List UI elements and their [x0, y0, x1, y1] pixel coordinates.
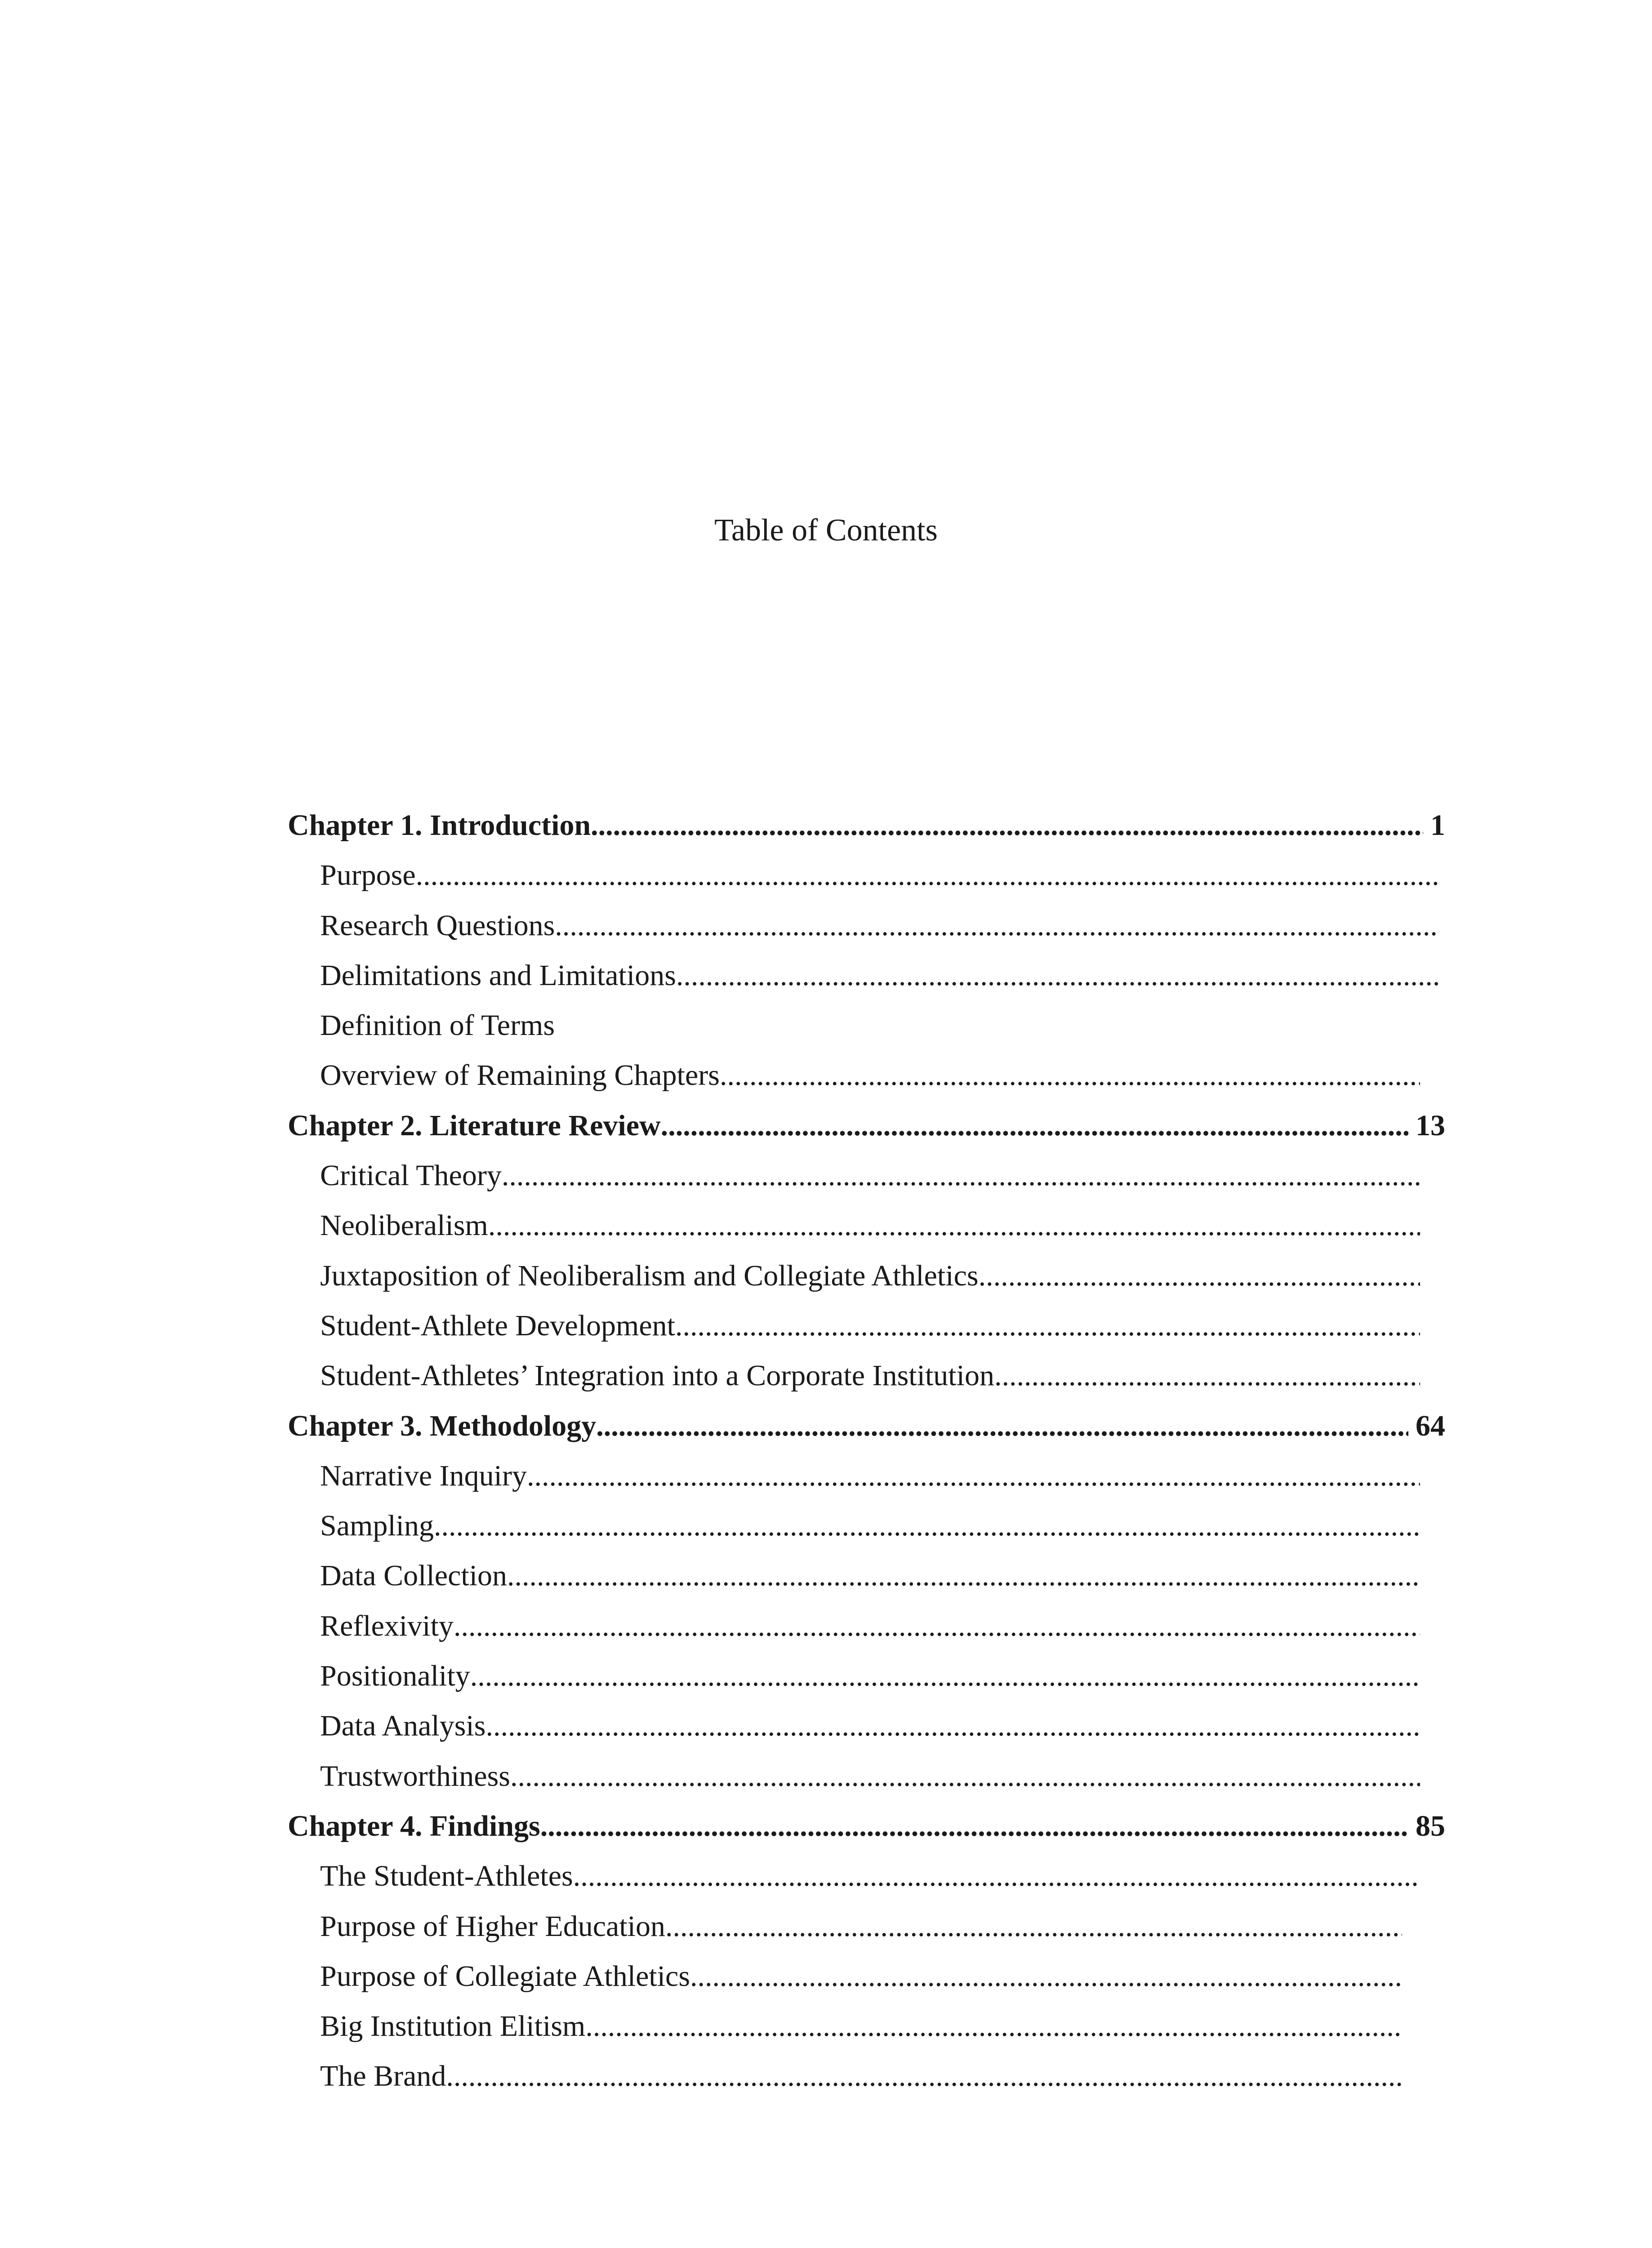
- toc-section-sampling[interactable]: [288, 1501, 1445, 1551]
- toc-entry-label: Critical Theory: [320, 1159, 502, 1192]
- toc-dot-leader: [470, 1651, 1420, 1701]
- toc-section-trustworthiness[interactable]: [288, 1751, 1445, 1801]
- toc-dot-leader: [979, 1251, 1420, 1301]
- toc-section-data-analysis[interactable]: [288, 1701, 1445, 1751]
- toc-dot-leader: [446, 2051, 1402, 2101]
- toc-entry-label: The Brand: [320, 2060, 446, 2093]
- toc-dot-leader: [596, 1401, 1408, 1451]
- toc-entry-page: 64: [1416, 1409, 1445, 1442]
- toc-dot-leader: [454, 1601, 1420, 1651]
- toc-entry-label: Purpose of Higher Education: [320, 1909, 665, 1943]
- toc-section-big-institution-elitism[interactable]: [288, 2001, 1445, 2051]
- toc-section-integration[interactable]: [288, 1351, 1445, 1401]
- toc-entry-label: Positionality: [320, 1659, 470, 1693]
- toc-section-research-questions[interactable]: [288, 901, 1445, 950]
- toc-section-purpose-higher-education[interactable]: [288, 1901, 1445, 1951]
- toc-section-definition-of-terms[interactable]: [288, 1000, 1445, 1050]
- toc-dot-leader: [720, 1050, 1420, 1100]
- toc-entry-label: Narrative Inquiry: [320, 1459, 527, 1492]
- toc-section-reflexivity[interactable]: [288, 1601, 1445, 1651]
- page-title: Table of Contents: [714, 513, 938, 548]
- toc-section-positionality[interactable]: [288, 1651, 1445, 1701]
- toc-entry-label: Data Analysis: [320, 1709, 486, 1743]
- toc-entry-label: Chapter 4. Findings: [288, 1809, 540, 1842]
- toc-section-juxtaposition[interactable]: [288, 1251, 1445, 1301]
- toc-chapter-4[interactable]: [288, 1801, 1445, 1851]
- toc-dot-leader: [502, 1151, 1420, 1200]
- toc-entry-label: Big Institution Elitism: [320, 2010, 586, 2043]
- toc-entry-label: Reflexivity: [320, 1609, 454, 1642]
- toc-entry-label: Purpose of Collegiate Athletics: [320, 1959, 690, 1993]
- toc-chapter-3[interactable]: [288, 1401, 1445, 1451]
- toc-section-delimitations[interactable]: [288, 950, 1445, 1000]
- toc-entry-label: Chapter 3. Methodology: [288, 1409, 597, 1442]
- toc-section-purpose-collegiate-athletics[interactable]: [288, 1951, 1445, 2001]
- toc-entry-page: 85: [1416, 1809, 1445, 1842]
- toc-dot-leader: [661, 1101, 1408, 1151]
- toc-dot-leader: [994, 1351, 1420, 1401]
- toc-entry-page: 13: [1416, 1109, 1445, 1142]
- toc-entry-label: Student-Athlete Development: [320, 1309, 675, 1342]
- toc-section-neoliberalism[interactable]: [288, 1200, 1445, 1250]
- toc-dot-leader: [591, 800, 1423, 850]
- toc-dot-leader: [510, 1751, 1420, 1801]
- toc-section-narrative-inquiry[interactable]: [288, 1451, 1445, 1501]
- toc-entry-label: The Student-Athletes: [320, 1860, 573, 1893]
- toc-entry-label: Neoliberalism: [320, 1209, 488, 1242]
- toc-dot-leader: [527, 1451, 1420, 1501]
- toc-dot-leader: [555, 901, 1438, 950]
- table-of-contents: [288, 800, 1445, 2101]
- toc-chapter-2[interactable]: [288, 1101, 1445, 1151]
- toc-dot-leader: [540, 1801, 1408, 1851]
- toc-entry-label: Chapter 1. Introduction: [288, 809, 591, 842]
- toc-entry-label: Trustworthiness: [320, 1759, 510, 1793]
- toc-entry-label: Definition of Terms: [320, 1009, 555, 1042]
- toc-dot-leader: [690, 1951, 1402, 2001]
- toc-entry-label: Student-Athletes’ Integration into a Corporate Institution: [320, 1359, 994, 1392]
- toc-entry-label: Overview of Remaining Chapters: [320, 1059, 720, 1092]
- toc-dot-leader: [675, 1301, 1420, 1351]
- toc-dot-leader: [488, 1200, 1420, 1250]
- toc-entry-label: Research Questions: [320, 909, 555, 942]
- toc-entry-label: Juxtaposition of Neoliberalism and Collegiate Athletics: [320, 1259, 979, 1292]
- toc-dot-leader: [434, 1501, 1420, 1551]
- toc-section-purpose[interactable]: [288, 850, 1445, 900]
- toc-dot-leader: [507, 1551, 1420, 1601]
- toc-section-critical-theory[interactable]: [288, 1151, 1445, 1200]
- toc-dot-leader: [585, 2001, 1402, 2051]
- toc-entry-label: Data Collection: [320, 1559, 508, 1592]
- toc-entry-label: Chapter 2. Literature Review: [288, 1109, 661, 1142]
- toc-dot-leader: [485, 1701, 1420, 1751]
- toc-section-data-collection[interactable]: [288, 1551, 1445, 1601]
- toc-entry-label: Sampling: [320, 1509, 434, 1543]
- toc-section-overview[interactable]: [288, 1050, 1445, 1100]
- toc-chapter-1[interactable]: [288, 800, 1445, 850]
- toc-section-the-student-athletes[interactable]: [288, 1851, 1445, 1901]
- toc-dot-leader: [676, 950, 1438, 1000]
- toc-dot-leader: [416, 850, 1438, 900]
- toc-dot-leader: [573, 1851, 1420, 1901]
- toc-entry-page: 1: [1430, 809, 1445, 842]
- toc-section-the-brand[interactable]: [288, 2051, 1445, 2101]
- toc-entry-label: Purpose: [320, 859, 416, 892]
- toc-dot-leader: [665, 1901, 1402, 1951]
- toc-entry-label: Delimitations and Limitations: [320, 959, 676, 992]
- toc-section-student-athlete-development[interactable]: [288, 1301, 1445, 1351]
